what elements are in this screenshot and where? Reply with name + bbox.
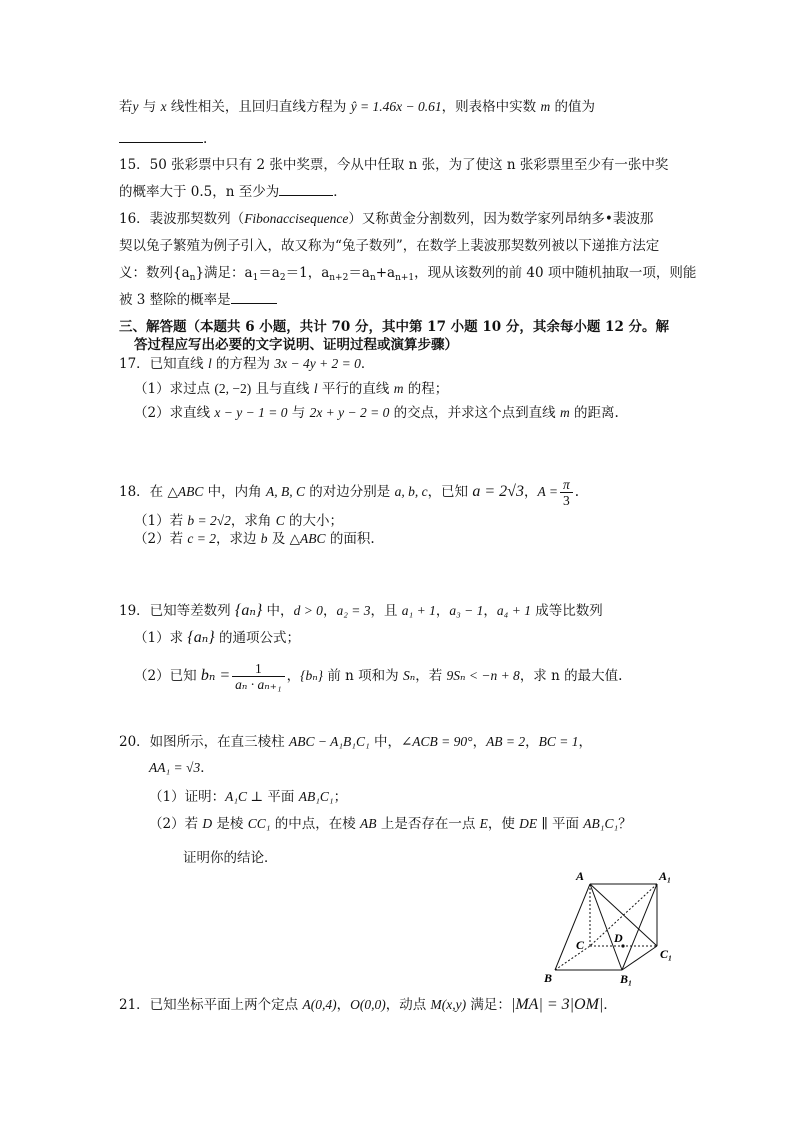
question-18-stem: 18．在 △ABC 中，内角 A, B, C 的对边分别是 a, b, c，已知 a = 2√3，A = $\frac{\pi}{3}$ . [119,477,579,508]
question-20-part2: （2）若 D 是棱 CC₁ 的中点，在棱 AB 上是否存在一点 E，使 DE ∥ 平面 AB₁C₁？ [149,816,632,832]
fraction-bn: $\frac{1}{\text{aₙ · aₙ₊₁}}$ [232,661,284,692]
question-20-stem: 20．如图所示，在直三棱柱 ABC − A₁B₁C₁ 中，∠ACB = 90°，AB = 2，BC = 1， [119,734,593,750]
prism-figure [540,862,680,990]
question-20-stem-line2: AA₁ = √3． [149,760,214,776]
question-19-part1: （1）求 {aₙ} 的通项公式； [134,629,300,646]
question-18-part1: （1）若 b = 2√2，求角 C 的大小； [134,513,344,529]
question-17-part2: （2）求直线 x − y − 1 = 0 与 2x + y − 2 = 0 的交点，并求这个点到直线 m 的距离. [134,405,619,421]
label-B: B [544,971,553,985]
question-21-stem: 21．已知坐标平面上两个定点 A(0,4)，O(0,0)，动点 M(x,y) 满足：|MA| = 3|OM|． [119,996,617,1013]
label-D: D [614,931,623,945]
question-20-part2-line2: 证明你的结论． [183,850,278,866]
question-15-line2: 的概率大于 0.5，n 至少为 ． [119,184,347,200]
question-19-stem: 19．已知等差数列 {aₙ} 中，d > 0，a₂ = 3，且 a₁ + 1，a₃ − 1，a₄ + 1 成等比数列 [119,602,603,619]
question-16-line1: 16．裴波那契数列（Fibonaccisequence）又称黄金分割数列，因为数学家列昂纳多•裴波那 [119,211,654,227]
question-20-part1: （1）证明：A₁C ⊥ 平面 AB₁C₁； [149,789,348,805]
question-16-line2: 契以兔子繁殖为例子引入，故又称为“兔子数列”，在数学上裴波那契数列被以下递推方法定 [119,238,660,254]
fraction-pi-over-3: $\frac{\pi}{3}$ [560,477,573,508]
question-15-line1: 15．50 张彩票中只有 2 张中奖票，今从中任取 n 张，为了使这 n 张彩票里至少有一张中奖 [119,157,669,173]
label-A1: A₁ [659,869,672,883]
section-3-heading: 三、解答题（本题共 6 小题，共计 70 分，其中第 17 小题 10 分，其余每小题 12 分。解 [119,319,670,335]
question-16-line4: 被 3 整除的概率是 [119,291,277,309]
question-16-line3: 义：数列$\{a_n\}$满足：$a_1=a_2=1$，$a_{n+2}=a_n+a_{n+1}$，现从该数列的前 40 项中随机抽取一项，则能 [119,265,697,283]
question-17-stem: 17．已知直线 l 的方程为 3x − 4y + 2 = 0． [119,356,375,372]
label-A: A [576,869,585,883]
label-C: C [576,938,585,952]
question-17-part1: （1）求过点 (2, −2) 且与直线 l 平行的直线 m 的程； [134,381,449,397]
label-B1: B₁ [620,972,633,986]
answer-blank-m: . [119,130,207,148]
label-C1: C₁ [660,947,673,961]
section-3-heading-line2: 答过程应写出必要的文字说明、证明过程或演算步骤） [134,337,458,353]
regression-equation: ŷ = 1.46x − 0.61 [350,99,442,114]
question-19-part2: （2）已知 bₙ = $\frac{1}{\text{aₙ · aₙ₊₁}}$ ，{bₙ} 前 n 项和为 Sₙ，若 9Sₙ < −n + 8，求 n 的最大值. [134,661,623,692]
regression-line: 若y 与 x 线性相关，且回归直线方程为 ŷ = 1.46x − 0.61，则表格中实数 m 的值为 [119,99,595,115]
question-18-part2: （2）若 c = 2，求边 b 及 △ABC 的面积. [134,531,375,547]
